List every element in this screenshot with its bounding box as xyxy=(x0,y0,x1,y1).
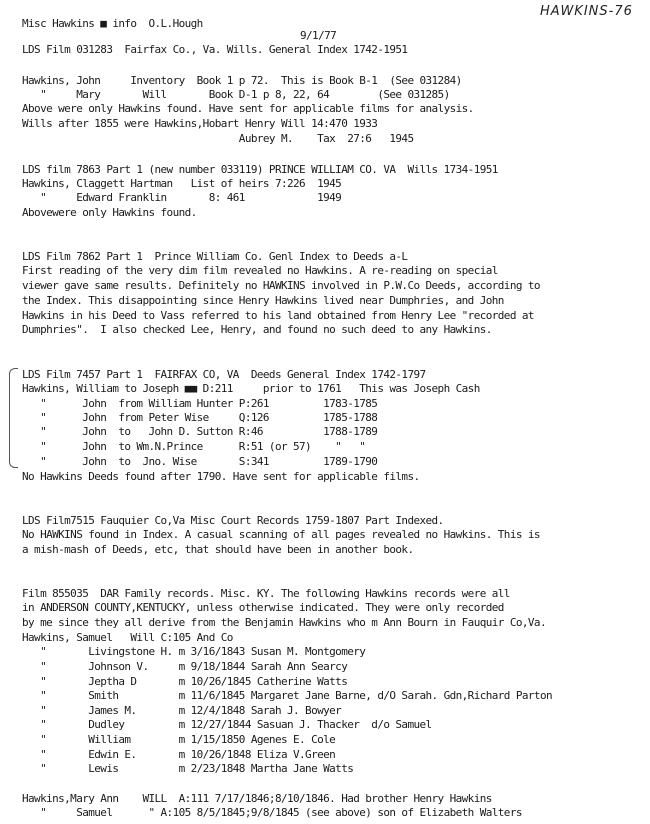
text-line: Hawkins in his Deed to Vass referred to his land obtained from Henry Lee "recorded at xyxy=(22,309,534,322)
text-line: " William m 1/15/1850 Agenes E. Cole xyxy=(22,733,336,746)
text-line: LDS Film 031283 Fairfax Co., Va. Wills. General Index 1742-1951 xyxy=(22,43,408,56)
text-line: viewer gave same results. Definitely no HAWKINS involved in P.W.Co Deeds, according to xyxy=(22,279,540,292)
text-line: " Edward Franklin 8: 461 1949 xyxy=(22,191,342,204)
handwritten-note: HAWKINS-76 xyxy=(540,4,633,19)
text-line: in ANDERSON COUNTY,KENTUCKY, unless otherwise indicated. They were only recorded xyxy=(22,601,504,614)
document-date: 9/1/77 xyxy=(300,29,337,42)
text-line: Abovewere only Hawkins found. xyxy=(22,206,197,219)
text-line: LDS Film 7862 Part 1 Prince William Co. Genl Index to Deeds a-L xyxy=(22,250,408,263)
text-line: Wills after 1855 were Hawkins,Hobart Henry Will 14:470 1933 xyxy=(22,117,378,130)
text-line: No HAWKINS found in Index. A casual scanning of all pages revealed no Hawkins. This is xyxy=(22,528,540,541)
text-line: " John to Jno. Wise S:341 1789-1790 xyxy=(22,455,378,468)
text-line: " Smith m 11/6/1845 Margaret Jane Barne, d/O Sarah. Gdn,Richard Parton xyxy=(22,689,552,702)
text-line: " John from William Hunter P:261 1783-1785 xyxy=(22,397,378,410)
text-line: Hawkins, William to Joseph ■■ D:211 prior to 1761 This was Joseph Cash xyxy=(22,382,480,395)
text-line: " Jeptha D m 10/26/1845 Catherine Watts xyxy=(22,675,348,688)
text-line: by me since they all derive from the Benjamin Hawkins who m Ann Bourn in Fauquir Co,Va. xyxy=(22,616,546,629)
text-line: Dumphries". I also checked Lee, Henry, and found no such deed to any Hawkins. xyxy=(22,323,492,336)
text-line: " Johnson V. m 9/18/1844 Sarah Ann Searcy xyxy=(22,660,348,673)
text-line: " James M. m 12/4/1848 Sarah J. Bowyer xyxy=(22,704,342,717)
text-line: Aubrey M. Tax 27:6 1945 xyxy=(22,132,414,145)
text-line: the Index. This disappointing since Henry Hawkins lived near Dumphries, and John xyxy=(22,294,504,307)
text-line: " John from Peter Wise Q:126 1785-1788 xyxy=(22,411,378,424)
text-line: LDS film 7863 Part 1 (new number 033119) PRINCE WILLIAM CO. VA Wills 1734-1951 xyxy=(22,163,498,176)
text-line: No Hawkins Deeds found after 1790. Have sent for applicable films. xyxy=(22,470,420,483)
text-line: First reading of the very dim film revealed no Hawkins. A re-reading on special xyxy=(22,264,498,277)
text-line: LDS Film 7457 Part 1 FAIRFAX CO, VA Deeds General Index 1742-1797 xyxy=(22,368,426,381)
text-line: LDS Film7515 Fauquier Co,Va Misc Court Records 1759-1807 Part Indexed. xyxy=(22,514,444,527)
text-line: Hawkins, Claggett Hartman List of heirs 7:226 1945 xyxy=(22,177,342,190)
text-line: " Samuel " A:105 8/5/1845;9/8/1845 (see above) son of Elizabeth Walters xyxy=(22,806,522,819)
text-line: Hawkins, John Inventory Book 1 p 72. This is Book B-1 (See 031284) xyxy=(22,74,462,87)
text-line: " Edwin E. m 10/26/1848 Eliza V.Green xyxy=(22,748,336,761)
text-line: a mish-mash of Deeds, etc, that should have been in another book. xyxy=(22,543,414,556)
text-line: " Livingstone H. m 3/16/1843 Susan M. Montgomery xyxy=(22,645,366,658)
text-line: " Dudley m 12/27/1844 Sasuan J. Thacker d/o Samuel xyxy=(22,718,432,731)
text-line: " John to John D. Sutton R:46 1788-1789 xyxy=(22,425,378,438)
text-line: Film 855035 DAR Family records. Misc. KY. The following Hawkins records were all xyxy=(22,587,510,600)
text-line: Hawkins, Samuel Will C:105 And Co xyxy=(22,631,233,644)
text-line: " Mary Will Book D-1 p 8, 22, 64 (See 031285) xyxy=(22,88,450,101)
text-line: " Lewis m 2/23/1848 Martha Jane Watts xyxy=(22,762,354,775)
text-line: " John to Wm.N.Prince R:51 (or 57) " " xyxy=(22,440,366,453)
margin-bracket xyxy=(9,368,18,468)
document-title: Misc Hawkins ■ info O.L.Hough xyxy=(22,17,203,30)
text-line: Hawkins,Mary Ann WILL A:111 7/17/1846;8/10/1846. Had brother Henry Hawkins xyxy=(22,792,492,805)
text-line: Above were only Hawkins found. Have sent for applicable films for analysis. xyxy=(22,102,474,115)
